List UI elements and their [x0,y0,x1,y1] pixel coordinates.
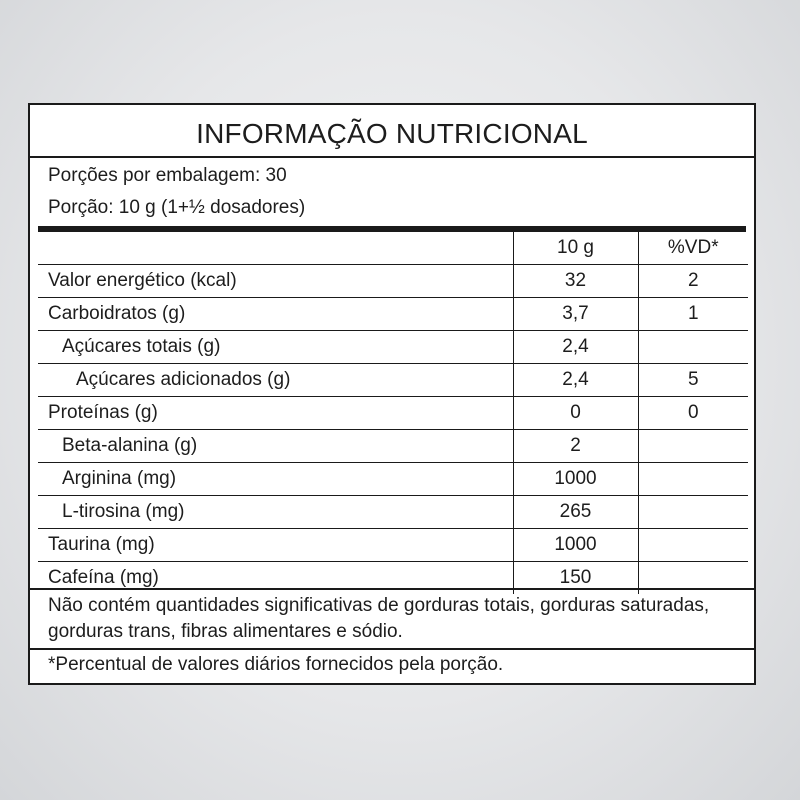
nutrient-name: Açúcares adicionados (g) [38,364,513,397]
nutrient-daily-value [638,463,748,496]
table-row [38,331,748,364]
nutrient-name: Valor energético (kcal) [38,265,513,298]
footnote-divider [30,588,754,590]
header-daily-value: %VD* [638,232,748,265]
table-row [38,397,748,430]
table-row [38,265,748,298]
table-row [38,529,748,562]
nutrient-name: L-tirosina (mg) [38,496,513,529]
nutrient-name: Taurina (mg) [38,529,513,562]
nutrient-daily-value [638,496,748,529]
nutrient-daily-value: 0 [638,397,748,430]
table-row [38,496,748,529]
nutrient-daily-value [638,331,748,364]
nutrient-daily-value [638,430,748,463]
nutrient-daily-value: 5 [638,364,748,397]
nutrition-facts-label [28,103,756,685]
footnote-insignificant: Não contém quantidades significativas de gorduras totais, gorduras saturadas, gorduras trans, fibras alimentares e sódio. [48,595,710,642]
table-row [38,364,748,397]
serving-size: Porção: 10 g (1+½ dosadores) [48,197,306,218]
nutrient-amount: 2,4 [513,331,638,364]
footnote-daily-value: *Percentual de valores diários fornecidos pela porção. [48,654,504,675]
nutrient-daily-value: 2 [638,265,748,298]
header-nutrient [38,232,513,265]
header-amount: 10 g [513,232,638,265]
nutrient-name: Proteínas (g) [38,397,513,430]
nutrition-table [38,232,748,594]
nutrient-amount: 150 [513,562,638,595]
nutrient-name: Carboidratos (g) [38,298,513,331]
nutrient-name: Arginina (mg) [38,463,513,496]
nutrient-amount: 1000 [513,463,638,496]
nutrient-daily-value [638,529,748,562]
label-title: INFORMAÇÃO NUTRICIONAL [30,105,754,158]
nutrient-name: Beta-alanina (g) [38,430,513,463]
nutrient-name: Cafeína (mg) [48,567,159,588]
footnote-divider-2 [30,648,754,650]
nutrient-amount: 2,4 [513,364,638,397]
nutrient-amount: 265 [513,496,638,529]
servings-per-package: Porções por embalagem: 30 [48,165,287,186]
nutrient-daily-value: 1 [638,298,748,331]
nutrient-amount: 1000 [513,529,638,562]
table-row [38,430,748,463]
table-row [38,463,748,496]
nutrient-amount: 2 [513,430,638,463]
nutrient-amount: 32 [513,265,638,298]
table-row [38,298,748,331]
nutrient-amount: 3,7 [513,298,638,331]
table-header-row [38,232,748,265]
nutrient-name: Açúcares totais (g) [38,331,513,364]
nutrient-amount: 0 [513,397,638,430]
